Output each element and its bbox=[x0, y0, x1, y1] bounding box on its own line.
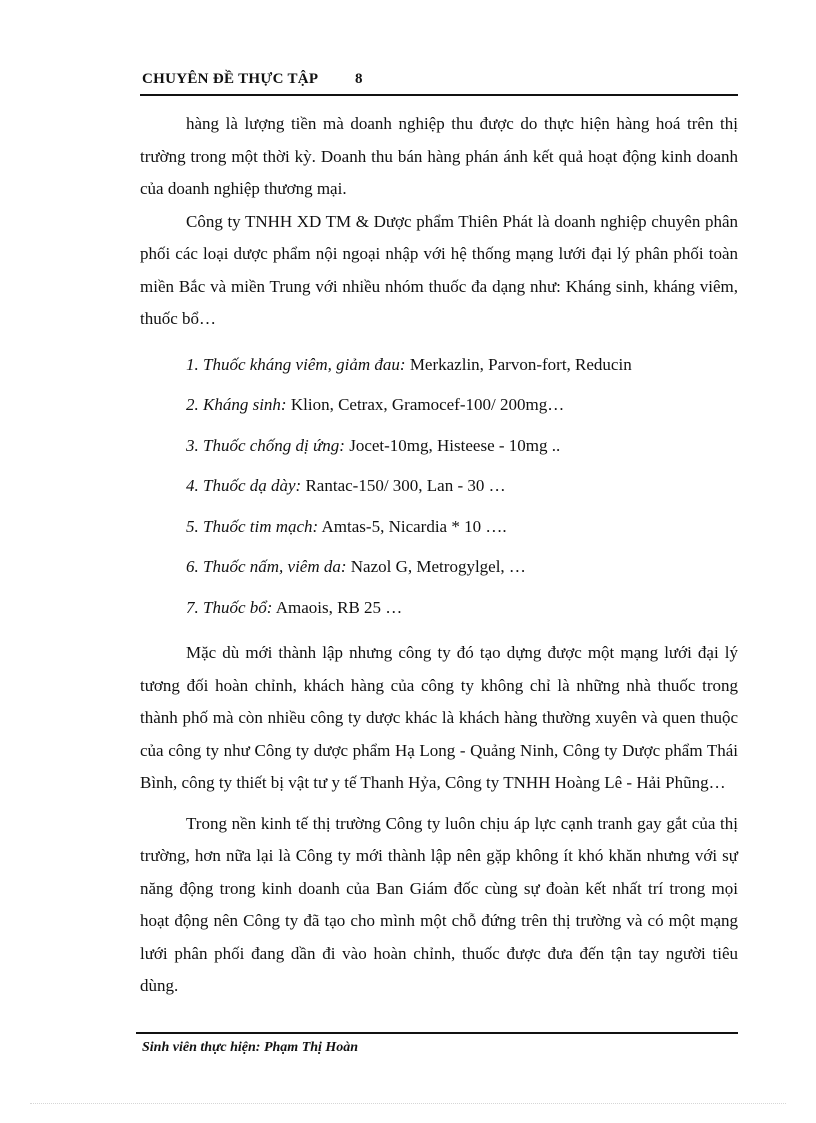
drug-items: Amtas-5, Nicardia * 10 …. bbox=[318, 516, 507, 536]
list-item bbox=[186, 470, 738, 503]
paragraph-2: Công ty TNHH XD TM & Dược phẩm Thiên Phát là doanh nghiệp chuyên phân phối các loại dược phẩm nội ngoại nhập với hệ thống mạng lưới đại lý phân phối toàn miền Bắc và miền Trung với nhiều nhóm thuốc đa dạng như: Kháng sinh, kháng viêm, thuốc bổ… bbox=[140, 211, 738, 328]
drug-items: Klion, Cetrax, Gramocef-100/ 200mg… bbox=[286, 395, 565, 414]
drug-category: 7. Thuốc bổ: bbox=[186, 597, 273, 617]
page-footer bbox=[136, 1032, 738, 1056]
page-number: 8 bbox=[355, 71, 363, 87]
list-item bbox=[186, 511, 738, 544]
drug-category: 6. Thuốc nấm, viêm da: bbox=[186, 557, 347, 576]
header-title: CHUYÊN ĐỀ THỰC TẬP bbox=[142, 71, 319, 87]
drug-category: 5. Thuốc tim mạch: bbox=[186, 516, 319, 536]
list-item bbox=[186, 389, 738, 422]
student-name: Sinh viên thực hiện: Phạm Thị Hoàn bbox=[142, 1040, 359, 1055]
paragraph-4: Trong nền kinh tế thị trường Công ty luôn chịu áp lực cạnh tranh gay gắt của thị trường, hơn nữa lại là Công ty mới thành lập nên gặp không ít khó khăn nhưng với sự năng động trong kinh doanh của Ban Giám đốc cùng sự đoàn kết nhất trí trong mọi hoạt động nên Công ty đã tạo cho mình một chỗ đứng trên thị trường và có một mạng lưới phân phối đang dần đi vào hoàn chỉnh, thuốc được đưa đến tận tay người tiêu dùng. bbox=[140, 813, 738, 995]
drug-category: 4. Thuốc dạ dày: bbox=[186, 476, 302, 495]
drug-items: Merkazlin, Parvon-fort, Reducin bbox=[405, 354, 632, 374]
drug-category: 2. Kháng sinh: bbox=[186, 395, 287, 414]
drug-category: 1. Thuốc kháng viêm, giảm đau: bbox=[186, 354, 406, 374]
paragraph-3: Mặc dù mới thành lập nhưng công ty đó tạo dựng được một mạng lưới đại lý tương đối hoàn chỉnh, khách hàng của công ty không chỉ là những nhà thuốc trong thành phố mà còn nhiều công ty dược khác là khách hàng thường xuyên và quen thuộc của công ty như Công ty dược phẩm Hạ Long - Quảng Ninh, Công ty Dược phẩm Thái Bình, công ty thiết bị vật tư y tế Thanh Hỷa, Công ty TNHH Hoàng Lê - Hải Phũng… bbox=[140, 643, 738, 792]
page-header bbox=[140, 68, 738, 96]
drug-items: Jocet-10mg, Histeese - 10mg .. bbox=[344, 435, 561, 455]
drug-list bbox=[140, 349, 738, 625]
page-edge-divider bbox=[30, 1103, 786, 1104]
list-item bbox=[186, 592, 738, 625]
drug-category: 3. Thuốc chống dị ứng: bbox=[186, 435, 345, 455]
paragraph-1: hàng là lượng tiền mà doanh nghiệp thu được do thực hiện hàng hoá trên thị trường trong một thời kỳ. Doanh thu bán hàng phán ánh kết quả hoạt động kinh doanh của doanh nghiệp thương mại. bbox=[140, 114, 738, 198]
document-body bbox=[140, 108, 738, 1003]
list-item bbox=[186, 349, 738, 382]
drug-items: Rantac-150/ 300, Lan - 30 … bbox=[301, 476, 506, 495]
list-item bbox=[186, 430, 738, 463]
drug-items: Amaois, RB 25 … bbox=[272, 597, 403, 617]
list-item bbox=[186, 551, 738, 584]
drug-items: Nazol G, Metrogylgel, … bbox=[346, 557, 526, 576]
